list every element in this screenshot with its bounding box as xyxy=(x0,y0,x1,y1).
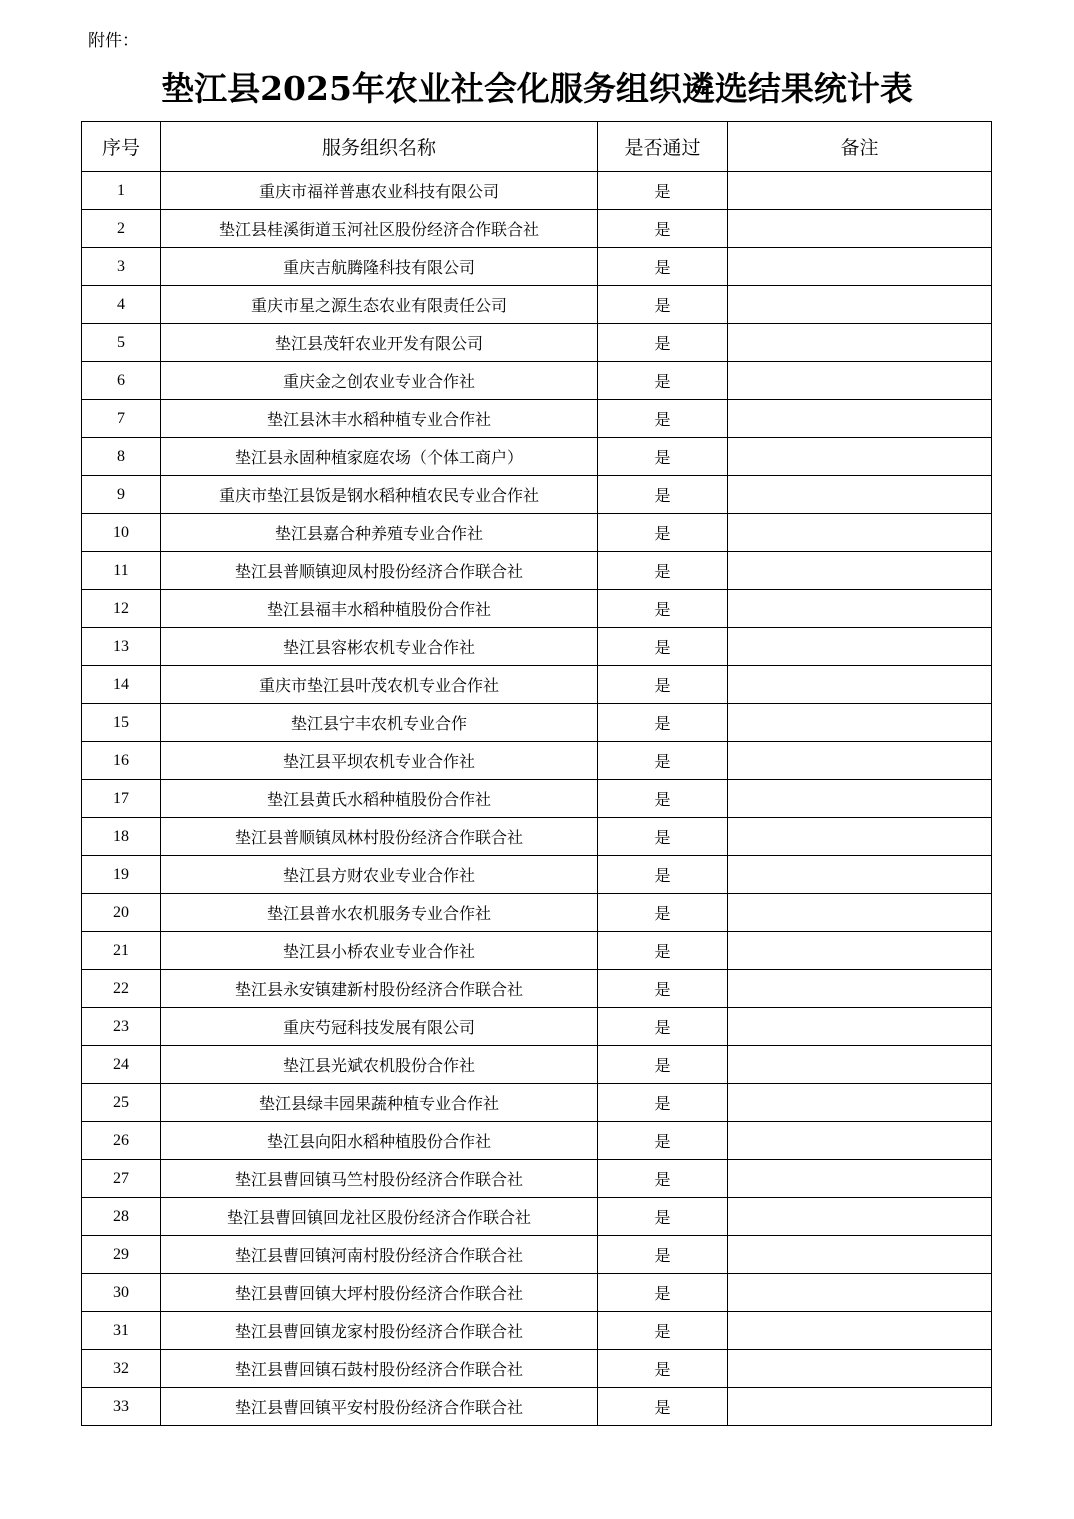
note-cell xyxy=(728,1084,992,1122)
passed-cell: 是 xyxy=(598,932,728,970)
organization-name-cell: 垫江县曹回镇平安村股份经济合作联合社 xyxy=(161,1388,598,1426)
table-row xyxy=(82,1084,992,1122)
serial-number-cell: 2 xyxy=(82,210,161,248)
table-row xyxy=(82,1008,992,1046)
organization-name-cell: 重庆市垫江县饭是钢水稻种植农民专业合作社 xyxy=(161,476,598,514)
passed-cell: 是 xyxy=(598,1122,728,1160)
passed-cell: 是 xyxy=(598,856,728,894)
table-row xyxy=(82,210,992,248)
passed-cell: 是 xyxy=(598,1084,728,1122)
table-row xyxy=(82,552,992,590)
note-cell xyxy=(728,780,992,818)
passed-cell: 是 xyxy=(598,666,728,704)
table-row xyxy=(82,894,992,932)
note-cell xyxy=(728,324,992,362)
note-cell xyxy=(728,438,992,476)
note-cell xyxy=(728,666,992,704)
organization-name-cell: 垫江县嘉合种养殖专业合作社 xyxy=(161,514,598,552)
note-cell xyxy=(728,1122,992,1160)
organization-name-cell: 垫江县容彬农机专业合作社 xyxy=(161,628,598,666)
organization-name-cell: 垫江县小桥农业专业合作社 xyxy=(161,932,598,970)
serial-number-cell: 30 xyxy=(82,1274,161,1312)
header-note: 备注 xyxy=(728,122,992,172)
table-row xyxy=(82,1122,992,1160)
table-row xyxy=(82,514,992,552)
serial-number-cell: 29 xyxy=(82,1236,161,1274)
organization-name-cell: 垫江县方财农业专业合作社 xyxy=(161,856,598,894)
table-row xyxy=(82,362,992,400)
passed-cell: 是 xyxy=(598,438,728,476)
table-row xyxy=(82,1160,992,1198)
organization-name-cell: 垫江县沐丰水稻种植专业合作社 xyxy=(161,400,598,438)
table-row xyxy=(82,818,992,856)
passed-cell: 是 xyxy=(598,780,728,818)
table-row xyxy=(82,1198,992,1236)
organization-name-cell: 垫江县永安镇建新村股份经济合作联合社 xyxy=(161,970,598,1008)
table-row xyxy=(82,1046,992,1084)
passed-cell: 是 xyxy=(598,1312,728,1350)
table-header-row xyxy=(82,122,992,172)
organization-name-cell: 重庆芍冠科技发展有限公司 xyxy=(161,1008,598,1046)
serial-number-cell: 6 xyxy=(82,362,161,400)
table-row xyxy=(82,1388,992,1426)
passed-cell: 是 xyxy=(598,818,728,856)
serial-number-cell: 24 xyxy=(82,1046,161,1084)
passed-cell: 是 xyxy=(598,628,728,666)
organization-name-cell: 垫江县平坝农机专业合作社 xyxy=(161,742,598,780)
table-row xyxy=(82,476,992,514)
note-cell xyxy=(728,1008,992,1046)
passed-cell: 是 xyxy=(598,286,728,324)
note-cell xyxy=(728,286,992,324)
note-cell xyxy=(728,172,992,210)
table-row xyxy=(82,856,992,894)
passed-cell: 是 xyxy=(598,1274,728,1312)
table-row xyxy=(82,1312,992,1350)
note-cell xyxy=(728,590,992,628)
passed-cell: 是 xyxy=(598,1008,728,1046)
passed-cell: 是 xyxy=(598,324,728,362)
organization-name-cell: 垫江县曹回镇石鼓村股份经济合作联合社 xyxy=(161,1350,598,1388)
passed-cell: 是 xyxy=(598,970,728,1008)
note-cell xyxy=(728,362,992,400)
passed-cell: 是 xyxy=(598,248,728,286)
table-row xyxy=(82,438,992,476)
passed-cell: 是 xyxy=(598,514,728,552)
organization-name-cell: 垫江县光斌农机股份合作社 xyxy=(161,1046,598,1084)
serial-number-cell: 22 xyxy=(82,970,161,1008)
note-cell xyxy=(728,210,992,248)
note-cell xyxy=(728,248,992,286)
organization-name-cell: 垫江县曹回镇马竺村股份经济合作联合社 xyxy=(161,1160,598,1198)
header-serial-number: 序号 xyxy=(82,122,161,172)
serial-number-cell: 19 xyxy=(82,856,161,894)
serial-number-cell: 7 xyxy=(82,400,161,438)
passed-cell: 是 xyxy=(598,362,728,400)
document-title: 垫江县2025年农业社会化服务组织遴选结果统计表 xyxy=(161,69,913,108)
table-row xyxy=(82,590,992,628)
organization-name-cell: 重庆市福祥普惠农业科技有限公司 xyxy=(161,172,598,210)
header-organization-name: 服务组织名称 xyxy=(161,122,598,172)
serial-number-cell: 15 xyxy=(82,704,161,742)
table-row xyxy=(82,1350,992,1388)
organization-name-cell: 重庆金之创农业专业合作社 xyxy=(161,362,598,400)
passed-cell: 是 xyxy=(598,210,728,248)
serial-number-cell: 21 xyxy=(82,932,161,970)
serial-number-cell: 5 xyxy=(82,324,161,362)
serial-number-cell: 32 xyxy=(82,1350,161,1388)
serial-number-cell: 17 xyxy=(82,780,161,818)
passed-cell: 是 xyxy=(598,476,728,514)
note-cell xyxy=(728,1312,992,1350)
note-cell xyxy=(728,1388,992,1426)
note-cell xyxy=(728,704,992,742)
serial-number-cell: 18 xyxy=(82,818,161,856)
note-cell xyxy=(728,970,992,1008)
table-row xyxy=(82,172,992,210)
serial-number-cell: 13 xyxy=(82,628,161,666)
serial-number-cell: 25 xyxy=(82,1084,161,1122)
note-cell xyxy=(728,818,992,856)
organization-name-cell: 垫江县曹回镇龙家村股份经济合作联合社 xyxy=(161,1312,598,1350)
serial-number-cell: 31 xyxy=(82,1312,161,1350)
serial-number-cell: 33 xyxy=(82,1388,161,1426)
serial-number-cell: 20 xyxy=(82,894,161,932)
serial-number-cell: 9 xyxy=(82,476,161,514)
organization-name-cell: 垫江县普顺镇凤林村股份经济合作联合社 xyxy=(161,818,598,856)
serial-number-cell: 8 xyxy=(82,438,161,476)
table-row xyxy=(82,666,992,704)
passed-cell: 是 xyxy=(598,172,728,210)
passed-cell: 是 xyxy=(598,1388,728,1426)
passed-cell: 是 xyxy=(598,894,728,932)
serial-number-cell: 12 xyxy=(82,590,161,628)
serial-number-cell: 28 xyxy=(82,1198,161,1236)
serial-number-cell: 14 xyxy=(82,666,161,704)
table-row xyxy=(82,932,992,970)
organization-name-cell: 重庆市星之源生态农业有限责任公司 xyxy=(161,286,598,324)
note-cell xyxy=(728,476,992,514)
table-row xyxy=(82,324,992,362)
organization-name-cell: 垫江县曹回镇大坪村股份经济合作联合社 xyxy=(161,1274,598,1312)
note-cell xyxy=(728,552,992,590)
serial-number-cell: 11 xyxy=(82,552,161,590)
serial-number-cell: 23 xyxy=(82,1008,161,1046)
passed-cell: 是 xyxy=(598,742,728,780)
table-row xyxy=(82,628,992,666)
serial-number-cell: 3 xyxy=(82,248,161,286)
passed-cell: 是 xyxy=(598,552,728,590)
organization-name-cell: 垫江县黄氏水稻种植股份合作社 xyxy=(161,780,598,818)
note-cell xyxy=(728,1274,992,1312)
table-row xyxy=(82,1236,992,1274)
note-cell xyxy=(728,514,992,552)
organization-name-cell: 垫江县宁丰农机专业合作 xyxy=(161,704,598,742)
note-cell xyxy=(728,932,992,970)
passed-cell: 是 xyxy=(598,1350,728,1388)
attachment-label: 附件： xyxy=(88,31,139,51)
organization-name-cell: 垫江县曹回镇河南村股份经济合作联合社 xyxy=(161,1236,598,1274)
organization-name-cell: 垫江县普水农机服务专业合作社 xyxy=(161,894,598,932)
organization-name-cell: 垫江县茂轩农业开发有限公司 xyxy=(161,324,598,362)
table-row xyxy=(82,780,992,818)
organization-name-cell: 垫江县绿丰园果蔬种植专业合作社 xyxy=(161,1084,598,1122)
serial-number-cell: 26 xyxy=(82,1122,161,1160)
serial-number-cell: 1 xyxy=(82,172,161,210)
passed-cell: 是 xyxy=(598,1160,728,1198)
header-passed: 是否通过 xyxy=(598,122,728,172)
note-cell xyxy=(728,856,992,894)
note-cell xyxy=(728,1198,992,1236)
table-row xyxy=(82,400,992,438)
organization-name-cell: 垫江县曹回镇回龙社区股份经济合作联合社 xyxy=(161,1198,598,1236)
serial-number-cell: 10 xyxy=(82,514,161,552)
organization-name-cell: 垫江县桂溪街道玉河社区股份经济合作联合社 xyxy=(161,210,598,248)
passed-cell: 是 xyxy=(598,590,728,628)
passed-cell: 是 xyxy=(598,1046,728,1084)
table-body xyxy=(82,172,992,1426)
note-cell xyxy=(728,1236,992,1274)
note-cell xyxy=(728,628,992,666)
organization-name-cell: 重庆吉航腾隆科技有限公司 xyxy=(161,248,598,286)
note-cell xyxy=(728,1160,992,1198)
table-row xyxy=(82,286,992,324)
organization-name-cell: 垫江县永固种植家庭农场（个体工商户） xyxy=(161,438,598,476)
note-cell xyxy=(728,1046,992,1084)
passed-cell: 是 xyxy=(598,704,728,742)
passed-cell: 是 xyxy=(598,400,728,438)
table-row xyxy=(82,1274,992,1312)
table-row xyxy=(82,704,992,742)
organization-name-cell: 垫江县普顺镇迎凤村股份经济合作联合社 xyxy=(161,552,598,590)
organization-name-cell: 重庆市垫江县叶茂农机专业合作社 xyxy=(161,666,598,704)
passed-cell: 是 xyxy=(598,1236,728,1274)
note-cell xyxy=(728,894,992,932)
note-cell xyxy=(728,400,992,438)
note-cell xyxy=(728,1350,992,1388)
passed-cell: 是 xyxy=(598,1198,728,1236)
table-row xyxy=(82,970,992,1008)
serial-number-cell: 16 xyxy=(82,742,161,780)
table-row xyxy=(82,742,992,780)
results-table xyxy=(81,121,992,1426)
serial-number-cell: 27 xyxy=(82,1160,161,1198)
table-row xyxy=(82,248,992,286)
note-cell xyxy=(728,742,992,780)
organization-name-cell: 垫江县福丰水稻种植股份合作社 xyxy=(161,590,598,628)
serial-number-cell: 4 xyxy=(82,286,161,324)
organization-name-cell: 垫江县向阳水稻种植股份合作社 xyxy=(161,1122,598,1160)
